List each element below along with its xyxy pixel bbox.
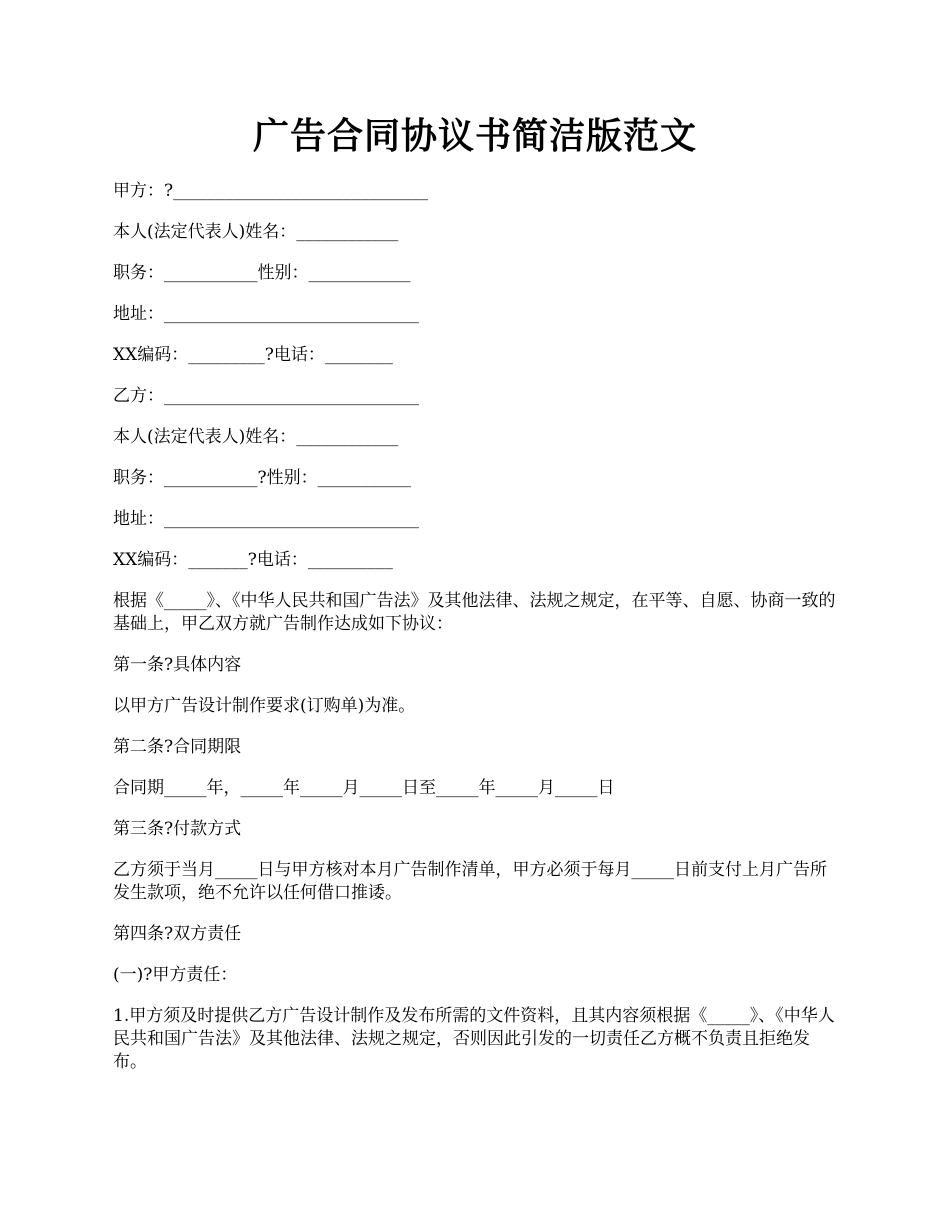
document-body bbox=[113, 180, 843, 1092]
preamble-paragraph: 根据《_____》、《中华人民共和国广告法》及其他法律、法规之规定，在平等、自愿、协商一致的基础上，甲乙双方就广告制作达成如下协议： bbox=[113, 591, 836, 634]
document-title: 广告合同协议书简洁版范文 bbox=[252, 115, 697, 157]
article-1-heading: 第一条?具体内容 bbox=[113, 655, 242, 675]
article-2-heading: 第二条?合同期限 bbox=[113, 737, 242, 757]
party-b-code-phone: XX编码：_______?电话：__________ bbox=[113, 550, 393, 570]
article-3-heading: 第三条?付款方式 bbox=[113, 819, 242, 839]
article-2-body: 合同期_____年，_____年_____月_____日至_____年_____月_____日 bbox=[113, 778, 615, 798]
article-3-body: 乙方须于当月_____日与甲方核对本月广告制作清单，甲方必须于每月_____日前支付上月广告所发生款项，绝不允许以任何借口推诿。 bbox=[113, 860, 827, 903]
party-b-address: 地址：______________________________ bbox=[113, 509, 419, 529]
article-4-item-1: 1.甲方须及时提供乙方广告设计制作及发布所需的文件资料，且其内容须根据《_____》、《中华人民共和国广告法》及其他法律、法规之规定，否则因此引发的一切责任乙方概不负责且拒绝发布。 bbox=[113, 1006, 835, 1072]
party-a-address: 地址：______________________________ bbox=[113, 304, 419, 324]
party-b-position-gender: 职务：___________?性别：___________ bbox=[113, 468, 412, 488]
article-1-body: 以甲方广告设计制作要求(订购单)为准。 bbox=[113, 696, 416, 716]
party-b-representative: 本人(法定代表人)姓名：____________ bbox=[113, 427, 399, 447]
party-b-line: 乙方：______________________________ bbox=[113, 386, 419, 406]
article-4-subheading-a: (一)?甲方责任： bbox=[113, 965, 238, 985]
party-a-code-phone: XX编码：_________?电话：________ bbox=[113, 345, 393, 365]
party-a-position-gender: 职务：___________性别：____________ bbox=[113, 263, 411, 283]
party-a-line: 甲方：?______________________________ bbox=[113, 181, 429, 201]
article-4-heading: 第四条?双方责任 bbox=[113, 924, 242, 944]
party-a-representative: 本人(法定代表人)姓名：____________ bbox=[113, 222, 399, 242]
